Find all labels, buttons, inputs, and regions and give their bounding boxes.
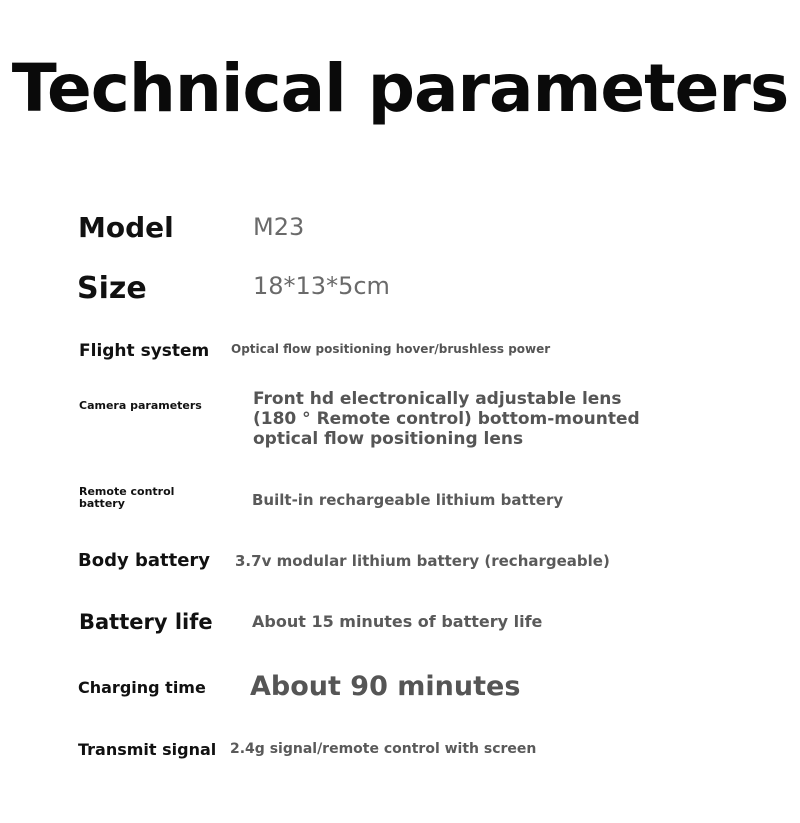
spec-value-model: M23: [253, 213, 305, 241]
spec-label-transmit-signal: Transmit signal: [78, 740, 217, 759]
spec-label-flight-system: Flight system: [79, 341, 210, 361]
spec-value-camera-parameters: Front hd electronically adjustable lens (180 ° Remote control) bottom-mounted optical flow positioning lens: [253, 389, 640, 449]
spec-label-body-battery: Body battery: [78, 550, 211, 571]
spec-value-remote-control-battery: Built-in rechargeable lithium battery: [252, 491, 564, 509]
spec-value-battery-life: About 15 minutes of battery life: [252, 612, 543, 631]
spec-label-remote-control-battery: Remote control battery: [79, 485, 175, 510]
spec-label-model: Model: [78, 211, 174, 244]
page-title: Technical parameters: [11, 50, 789, 127]
spec-value-transmit-signal: 2.4g signal/remote control with screen: [230, 741, 537, 757]
spec-value-flight-system: Optical flow positioning hover/brushless power: [231, 342, 551, 356]
spec-label-size: Size: [77, 271, 147, 306]
spec-value-charging-time: About 90 minutes: [250, 671, 521, 702]
spec-value-body-battery: 3.7v modular lithium battery (rechargeable): [235, 552, 610, 570]
spec-label-battery-life: Battery life: [79, 610, 213, 634]
spec-label-charging-time: Charging time: [78, 678, 206, 697]
spec-value-size: 18*13*5cm: [253, 272, 390, 300]
spec-label-camera-parameters: Camera parameters: [79, 399, 202, 412]
